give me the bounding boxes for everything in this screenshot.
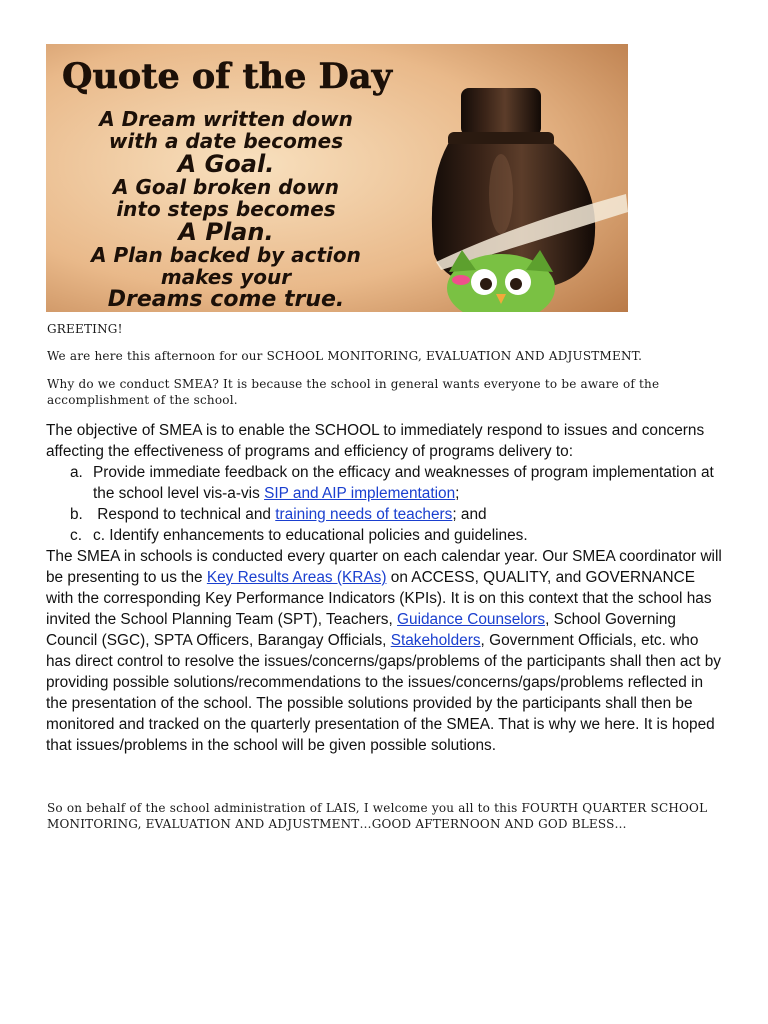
paragraph-text: , School Governing Council (SGC), SPTA Officers, Barangay Officials, <box>46 611 676 649</box>
list-marker: b. <box>70 506 83 523</box>
banner-quote-line: A Goal broken down <box>113 175 339 199</box>
stakeholders-link[interactable]: Stakeholders <box>390 632 481 649</box>
banner-quote-line: A Goal. <box>177 150 275 178</box>
list-marker: a. <box>70 464 83 481</box>
kra-link[interactable]: Key Results Areas (KRAs) <box>206 569 387 586</box>
greeting-text: GREETING! <box>47 322 123 336</box>
banner-quote-line: A Plan. <box>178 218 274 246</box>
list-item-suffix: ; <box>455 485 460 502</box>
smea-body <box>46 420 722 756</box>
banner-quote-line: A Dream written down <box>99 107 353 131</box>
objective-paragraph: The objective of SMEA is to enable the SCHOOL to immediately respond to issues and concerns affecting the effectiveness of programs and efficiency of programs delivery to: <box>46 422 705 460</box>
training-needs-link[interactable]: training needs of teachers <box>275 506 453 523</box>
paragraph-text: on ACCESS, QUALITY, and GOVERNANCE with the corresponding Key Performance Indicators (KPIs). It is on this context that the school has invited the School Planning Team (SPT), Teachers, <box>46 569 712 628</box>
list-item <box>46 525 722 546</box>
owl-icon <box>447 250 555 312</box>
guidance-counselors-link[interactable]: Guidance Counselors <box>397 611 546 628</box>
banner-quote-line: into steps becomes <box>116 197 336 221</box>
banner-title: Quote of the Day <box>62 56 392 97</box>
objective-list <box>46 462 722 546</box>
list-item-text: Respond to technical and <box>93 506 276 523</box>
list-item-text: c. Identify enhancements to educational policies and guidelines. <box>93 527 528 544</box>
quote-banner-image <box>46 44 628 312</box>
paragraph-text: The SMEA in schools is conducted every quarter on each calendar year. Our SMEA coordinator will be presenting to us the <box>46 548 722 586</box>
smea-paragraph <box>46 546 722 756</box>
banner-quote-line: makes your <box>160 265 292 289</box>
intro-text: We are here this afternoon for our SCHOOL MONITORING, EVALUATION AND ADJUSTMENT. <box>47 349 643 363</box>
why-text: Why do we conduct SMEA? It is because the school in general wants everyone to be aware of the accomplishment of the school. <box>47 377 660 407</box>
sip-aip-link[interactable]: SIP and AIP implementation <box>264 485 456 502</box>
list-item <box>46 462 722 504</box>
list-item <box>46 504 722 525</box>
list-marker: c. <box>70 527 82 544</box>
closing-text: So on behalf of the school administration of LAIS, I welcome you all to this FOURTH QUARTER SCHOOL MONITORING, EVALUATION AND ADJUSTMENT…GOOD AFTERNOON AND GOD BLESS… <box>47 801 708 831</box>
banner-quote-line: with a date becomes <box>108 129 344 153</box>
banner-quote-line: Dreams come true. <box>107 287 345 312</box>
banner-quote-line: A Plan backed by action <box>91 243 361 267</box>
list-item-text: Provide immediate feedback on the efficacy and weaknesses of program implementation at the school level vis-a-vis <box>93 464 714 502</box>
paragraph-text: , Government Officials, etc. who has direct control to resolve the issues/concerns/gaps/problems of the participants shall then act by providing possible solutions/recommendations to the issues/concerns/gaps/problems reflected in the presentation of the school. The possible solutions provided by the participants shall then be monitored and tracked on the quarterly presentation of the SMEA. That is why we here. It is hoped that issues/problems in the school will be given possible solutions. <box>46 632 721 754</box>
list-item-suffix: ; and <box>452 506 487 523</box>
